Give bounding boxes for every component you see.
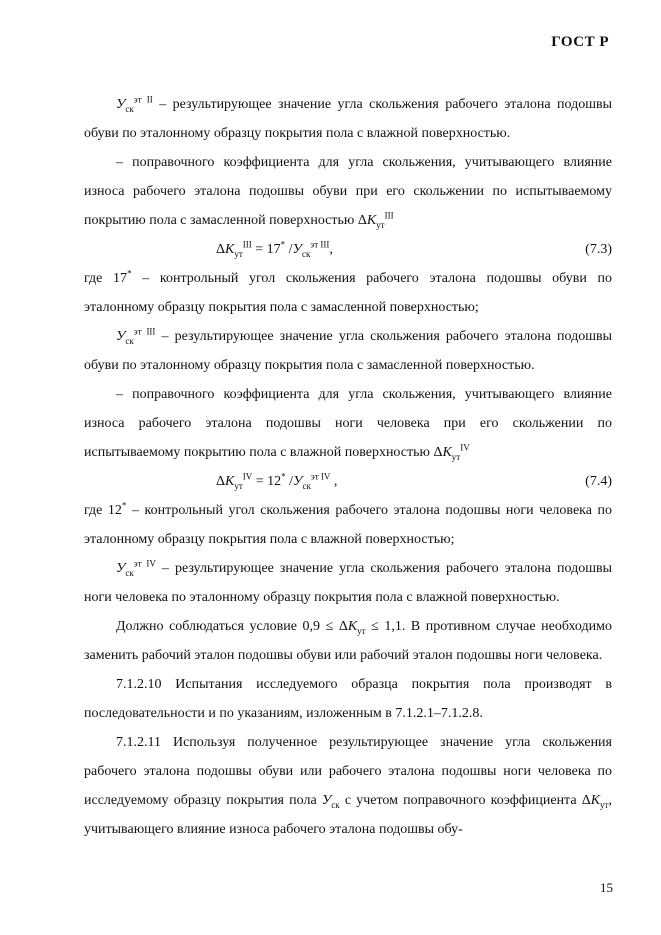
formula-7-3: $\Delta К_{ут}^{III} = 17^*$ $/У_{ск}^{эт III}$, (7.3) [84, 235, 612, 264]
page-number: 15 [600, 880, 613, 895]
formula-number-7-4: (7.4) [585, 474, 612, 489]
paragraph-uck-et-iii: $У_{ск}^{эт III}$ – результирующее значение угла скольжения рабочего эталона подошвы обуви по эталонному образцу покрытия пола с замасленной поверхностью. [84, 326, 613, 373]
paragraph-control-angle-12: где 12* – контрольный угол скольжения рабочего эталона подошвы ноги человека по эталонному образцу покрытия пола с влажной поверхностью; [84, 500, 612, 547]
paragraph-correction-73: – поправочного коэффициента для угла скольжения, учитывающего влияние износа рабочего эталона подошвы обуви при его скольжении по испытываемому покрытию пола с замасленной поверхностью $\Delta К_{ут}^{III}$ [84, 155, 612, 230]
standard-header: ГОСТ Р [551, 34, 609, 50]
paragraph-uck-et-iv: $У_{ск}^{эт IV}$ – результирующее значение угла скольжения рабочего эталона подошвы ноги человека по эталонному образцу покрытия пола с влажной поверхностью. [84, 558, 612, 605]
paragraph-control-angle-17: где 17* – контрольный угол скольжения рабочего эталона подошвы обуви по эталонному образцу покрытия пола с замасленной поверхностью; [84, 268, 613, 315]
paragraph-uck-et-ii: $У_{ск}^{эт II}$ – результирующее значение угла скольжения рабочего эталона подошвы обуви по эталонному образцу покрытия пола с влажной поверхностью. [84, 94, 613, 141]
formula-7-4: $\Delta К_{ут}^{IV} = 12^*$ $/У_{ск}^{эт IV}$ , (7.4) [84, 467, 612, 496]
paragraph-7-1-2-10: 7.1.2.10 Испытания исследуемого образца покрытия пола производят в последовательности и по указаниям, изложенным в 7.1.2.1–7.1.2.8. [84, 677, 612, 721]
formula-number-7-3: (7.3) [585, 242, 612, 257]
document-body [84, 90, 612, 844]
paragraph-condition: Должно соблюдаться условие $0,9 \le \Delta К_{ут} \le 1,1$. В противном случае необходимо заменить рабочий эталон подошвы обуви или рабочий эталон подошвы ноги человека. [84, 619, 612, 663]
paragraph-7-1-2-11: 7.1.2.11 Используя полученное результирующее значение угла скольжения рабочего эталона подошвы обуви или рабочего эталона подошвы ноги человека по исследуемому образцу покрытия пола $У_{ск}$ с учетом поправочного коэффициента $\Delta К_{ут}$, учитывающего влияние износа рабочего эталона подошвы обу- [84, 735, 612, 837]
paragraph-correction-74: – поправочного коэффициента для угла скольжения, учитывающего влияние износа рабочего эталона подошвы ноги человека при его скольжении по испытываемому покрытию пола с влажной поверхностью $\Delta К_{ут}^{IV}$ [84, 387, 612, 462]
